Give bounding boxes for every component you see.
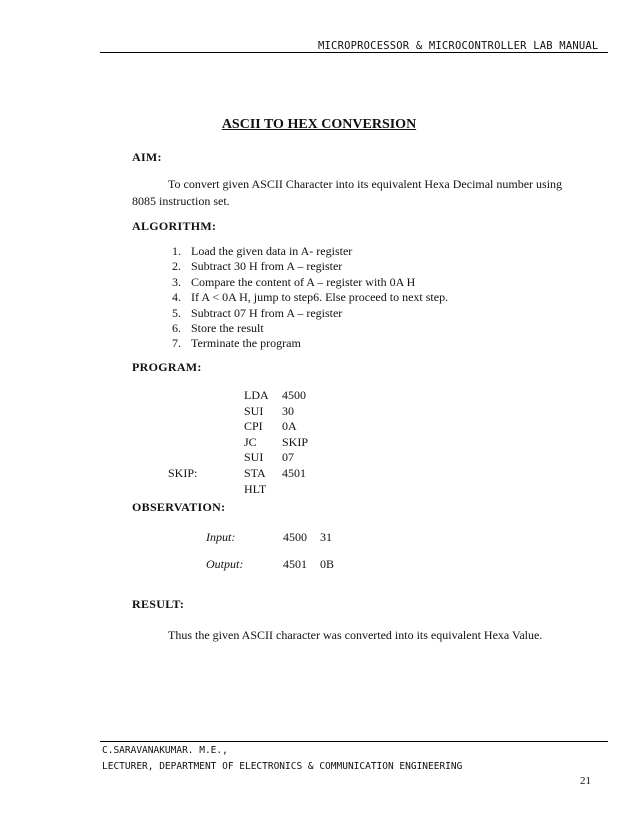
algorithm-step: 6. Store the result bbox=[172, 320, 264, 335]
algorithm-step: 7. Terminate the program bbox=[172, 336, 301, 351]
algorithm-step: 5. Subtract 07 H from A – register bbox=[172, 305, 343, 320]
program-mnemonic: CPI bbox=[244, 419, 263, 434]
footer-designation: LECTURER, DEPARTMENT OF ELECTRONICS & COMMUNICATION ENGINEERING bbox=[102, 761, 463, 772]
program-mnemonic: LDA bbox=[244, 388, 269, 402]
program-mnemonic: HLT bbox=[244, 481, 267, 496]
algorithm-step: 1. Load the given data in A- register bbox=[172, 244, 353, 258]
program-operand: 4500 bbox=[282, 388, 306, 402]
result-heading: RESULT: bbox=[132, 597, 185, 611]
program-operand: SKIP bbox=[282, 434, 309, 449]
result-text: Thus the given ASCII character was converted into its equivalent Hexa Value. bbox=[168, 628, 543, 642]
program-operand: 4501 bbox=[282, 465, 306, 480]
program-line bbox=[0, 450, 638, 466]
program-operand: 0A bbox=[282, 419, 297, 434]
footer-rule bbox=[100, 741, 608, 742]
program-line bbox=[0, 404, 638, 420]
program-listing bbox=[0, 388, 638, 497]
program-mnemonic: SUI bbox=[244, 403, 264, 418]
algorithm-step: 4. If A < 0A H, jump to step6. Else proceed to next step. bbox=[172, 290, 449, 305]
observation-output-label: Output: bbox=[206, 557, 244, 571]
aim-heading: AIM: bbox=[132, 150, 162, 164]
header-rule bbox=[100, 52, 608, 53]
observation-input-value: 31 bbox=[320, 530, 332, 544]
observation-input-address: 4500 bbox=[283, 530, 307, 544]
program-line bbox=[0, 419, 638, 435]
program-operand: 07 bbox=[282, 450, 294, 465]
observation-heading: OBSERVATION: bbox=[132, 500, 226, 514]
observation-input-label: Input: bbox=[206, 530, 236, 544]
aim-line-1: To convert given ASCII Character into its equivalent Hexa Decimal number using bbox=[168, 177, 563, 191]
program-label: SKIP: bbox=[168, 465, 198, 480]
program-mnemonic: JC bbox=[244, 434, 257, 449]
program-line bbox=[0, 388, 638, 404]
observation-output-value: 0B bbox=[320, 557, 335, 571]
program-operand: 30 bbox=[282, 403, 294, 418]
footer-author: C.SARAVANAKUMAR. M.E., bbox=[102, 745, 228, 756]
algorithm-step: 2. Subtract 30 H from A – register bbox=[172, 259, 343, 274]
program-line bbox=[0, 482, 638, 498]
algorithm-heading: ALGORITHM: bbox=[132, 219, 217, 233]
algorithm-list bbox=[172, 244, 448, 352]
program-mnemonic: SUI bbox=[244, 450, 264, 465]
header-title: MICROPROCESSOR & MICROCONTROLLER LAB MANUAL bbox=[318, 40, 599, 52]
observation-output-address: 4501 bbox=[283, 557, 307, 571]
program-line bbox=[0, 435, 638, 451]
page-title: ASCII TO HEX CONVERSION bbox=[221, 117, 417, 132]
program-mnemonic: STA bbox=[244, 465, 266, 480]
page-number: 21 bbox=[580, 775, 591, 787]
algorithm-step: 3. Compare the content of A – register with 0A H bbox=[172, 274, 416, 289]
aim-line-2: 8085 instruction set. bbox=[132, 194, 230, 208]
program-heading: PROGRAM: bbox=[132, 360, 202, 374]
program-line bbox=[0, 466, 638, 482]
